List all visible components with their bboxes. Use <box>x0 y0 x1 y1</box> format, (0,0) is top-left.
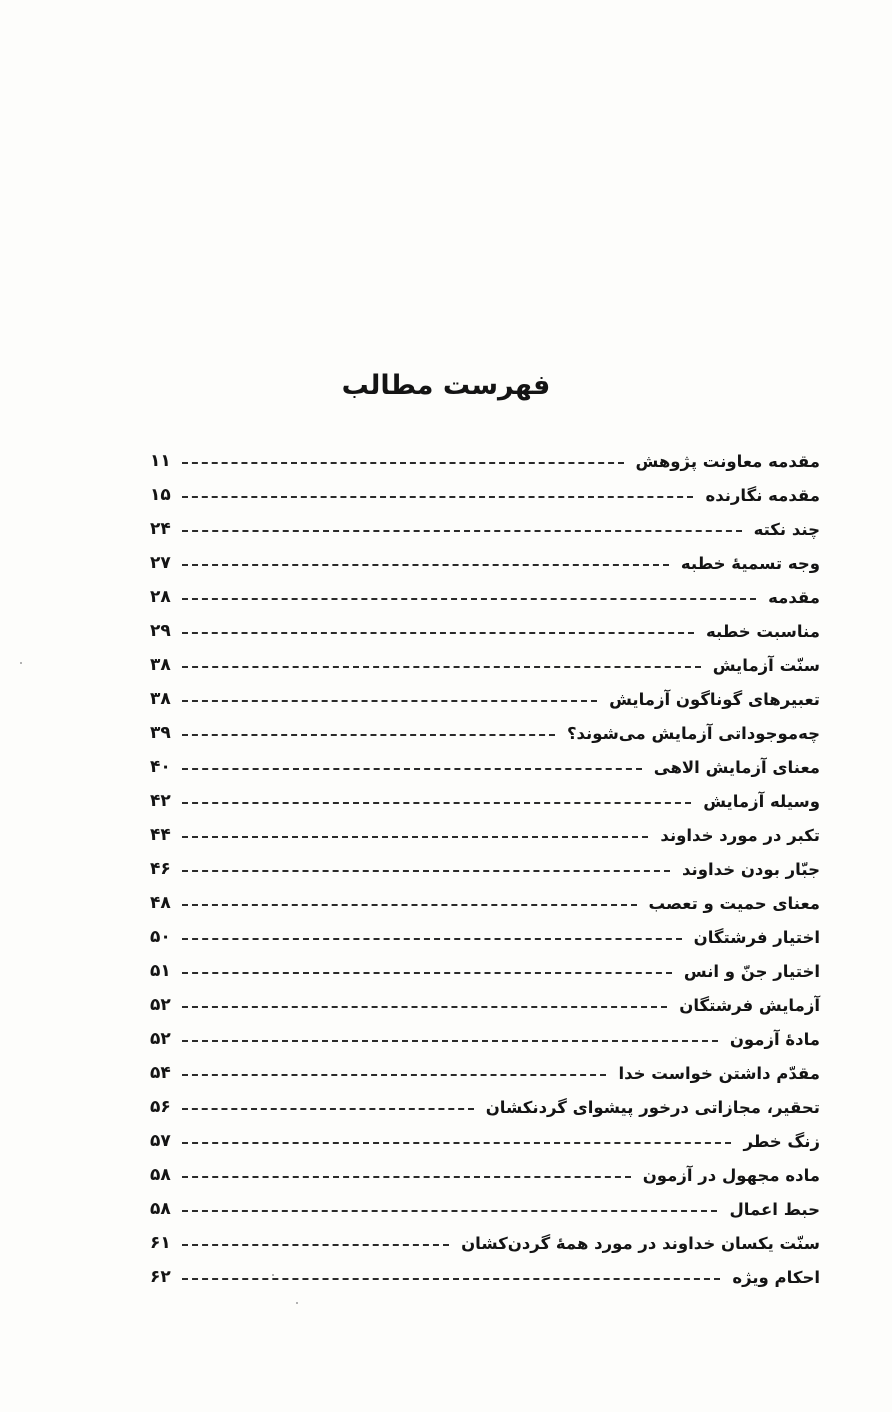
toc-entry-label: سنّت آزمایش <box>712 655 820 675</box>
toc-entry-label: تکبر در مورد خداوند <box>660 825 820 845</box>
table-of-contents <box>150 444 820 1294</box>
toc-entry-page: ۵۲ <box>150 1029 171 1049</box>
dot-leader <box>182 1210 717 1212</box>
dot-leader <box>182 734 555 736</box>
toc-entry-label: اختیار فرشتگان <box>693 927 820 947</box>
toc-entry-page: ۲۹ <box>150 621 171 641</box>
toc-entry-page: ۵۸ <box>150 1165 171 1185</box>
dot-leader <box>182 496 693 498</box>
toc-entry-label: تعبیرهای گوناگون آزمایش <box>609 689 820 709</box>
toc-entry-page: ۴۰ <box>150 757 171 777</box>
dot-leader <box>182 938 682 940</box>
toc-entry <box>150 1192 820 1226</box>
dot-leader <box>182 870 670 872</box>
toc-entry-page: ۴۴ <box>150 825 171 845</box>
toc-entry <box>150 1158 820 1192</box>
page-title: فهرست مطالب <box>341 370 551 401</box>
dot-leader <box>182 1278 720 1280</box>
toc-entry-label: معنای آزمایش الاهی <box>653 757 820 777</box>
toc-entry <box>150 546 820 580</box>
toc-entry <box>150 1226 820 1260</box>
toc-entry <box>150 614 820 648</box>
dot-leader <box>182 904 637 906</box>
dot-leader <box>182 598 756 600</box>
dot-leader <box>182 802 691 804</box>
toc-entry-page: ۲۴ <box>150 519 171 539</box>
paper-speck <box>20 662 22 664</box>
toc-entry-label: حبط اعمال <box>729 1199 820 1219</box>
toc-entry <box>150 1260 820 1294</box>
dot-leader <box>182 972 672 974</box>
paper-speck <box>272 1274 274 1276</box>
dot-leader <box>182 462 624 464</box>
toc-entry-page: ۵۱ <box>150 961 171 981</box>
toc-entry-page: ۴۶ <box>150 859 171 879</box>
toc-entry-label: وسیله آزمایش <box>703 791 820 811</box>
dot-leader <box>182 700 597 702</box>
dot-leader <box>182 564 669 566</box>
toc-entry <box>150 1056 820 1090</box>
toc-entry-label: ماده مجهول در آزمون <box>642 1165 820 1185</box>
paper-speck <box>296 1302 298 1304</box>
toc-entry <box>150 1124 820 1158</box>
toc-entry-label: مقدّم داشتن خواست خدا <box>618 1063 820 1083</box>
toc-entry <box>150 444 820 478</box>
toc-entry-label: اختیار جنّ و انس <box>683 961 820 981</box>
toc-entry-label: مقدمه معاونت پژوهش <box>635 451 820 471</box>
toc-entry-page: ۶۱ <box>150 1233 171 1253</box>
dot-leader <box>182 632 694 634</box>
toc-entry-label: مادهٔ آزمون <box>729 1029 820 1049</box>
toc-entry <box>150 886 820 920</box>
toc-entry-page: ۳۸ <box>150 689 171 709</box>
toc-entry-label: چند نکته <box>753 519 820 539</box>
toc-entry-label: آزمایش فرشتگان <box>679 995 820 1015</box>
dot-leader <box>182 1040 718 1042</box>
toc-entry-page: ۴۲ <box>150 791 171 811</box>
toc-entry <box>150 750 820 784</box>
toc-entry-label: مقدمه نگارنده <box>705 485 820 505</box>
toc-entry-page: ۱۱ <box>150 451 171 471</box>
toc-entry <box>150 1090 820 1124</box>
toc-entry <box>150 1022 820 1056</box>
toc-entry-page: ۵۲ <box>150 995 171 1015</box>
toc-entry-label: معنای حمیت و تعصب <box>648 893 820 913</box>
toc-entry-page: ۵۰ <box>150 927 171 947</box>
toc-entry-page: ۵۷ <box>150 1131 171 1151</box>
toc-entry <box>150 512 820 546</box>
toc-entry <box>150 988 820 1022</box>
toc-entry-label: سنّت یکسان خداوند در مورد همهٔ گردن‌کشان <box>461 1233 820 1253</box>
dot-leader <box>182 836 648 838</box>
dot-leader <box>182 1108 474 1110</box>
toc-entry <box>150 478 820 512</box>
toc-entry-page: ۵۴ <box>150 1063 171 1083</box>
dot-leader <box>182 1244 449 1246</box>
toc-entry <box>150 682 820 716</box>
toc-entry-page: ۲۷ <box>150 553 171 573</box>
toc-entry <box>150 920 820 954</box>
toc-entry <box>150 954 820 988</box>
toc-entry <box>150 580 820 614</box>
toc-entry <box>150 716 820 750</box>
dot-leader <box>182 1074 606 1076</box>
dot-leader <box>182 530 742 532</box>
toc-entry-page: ۱۵ <box>150 485 171 505</box>
toc-entry-page: ۲۸ <box>150 587 171 607</box>
toc-entry-label: مناسبت خطبه <box>705 621 820 641</box>
toc-entry-page: ۳۸ <box>150 655 171 675</box>
toc-entry-page: ۴۸ <box>150 893 171 913</box>
toc-entry-label: تحقیر، مجازاتی درخور پیشوای گردنکشان <box>485 1097 820 1117</box>
toc-entry-page: ۵۸ <box>150 1199 171 1219</box>
toc-entry-label: احکام ویژه <box>732 1267 820 1287</box>
toc-entry <box>150 784 820 818</box>
dot-leader <box>182 768 642 770</box>
toc-entry-label: جبّار بودن خداوند <box>682 859 820 879</box>
dot-leader <box>182 666 701 668</box>
dot-leader <box>182 1176 631 1178</box>
dot-leader <box>182 1006 667 1008</box>
toc-entry-page: ۳۹ <box>150 723 171 743</box>
toc-entry-label: زنگ خطر <box>743 1131 820 1151</box>
toc-entry <box>150 818 820 852</box>
dot-leader <box>182 1142 731 1144</box>
toc-entry-label: وجه تسمیهٔ خطبه <box>680 553 820 573</box>
toc-entry-label: مقدمه <box>768 587 820 607</box>
toc-entry-label: چه‌موجوداتی آزمایش می‌شوند؟ <box>566 723 820 743</box>
toc-entry <box>150 648 820 682</box>
toc-entry-page: ۵۶ <box>150 1097 171 1117</box>
toc-entry <box>150 852 820 886</box>
toc-entry-page: ۶۲ <box>150 1267 171 1287</box>
